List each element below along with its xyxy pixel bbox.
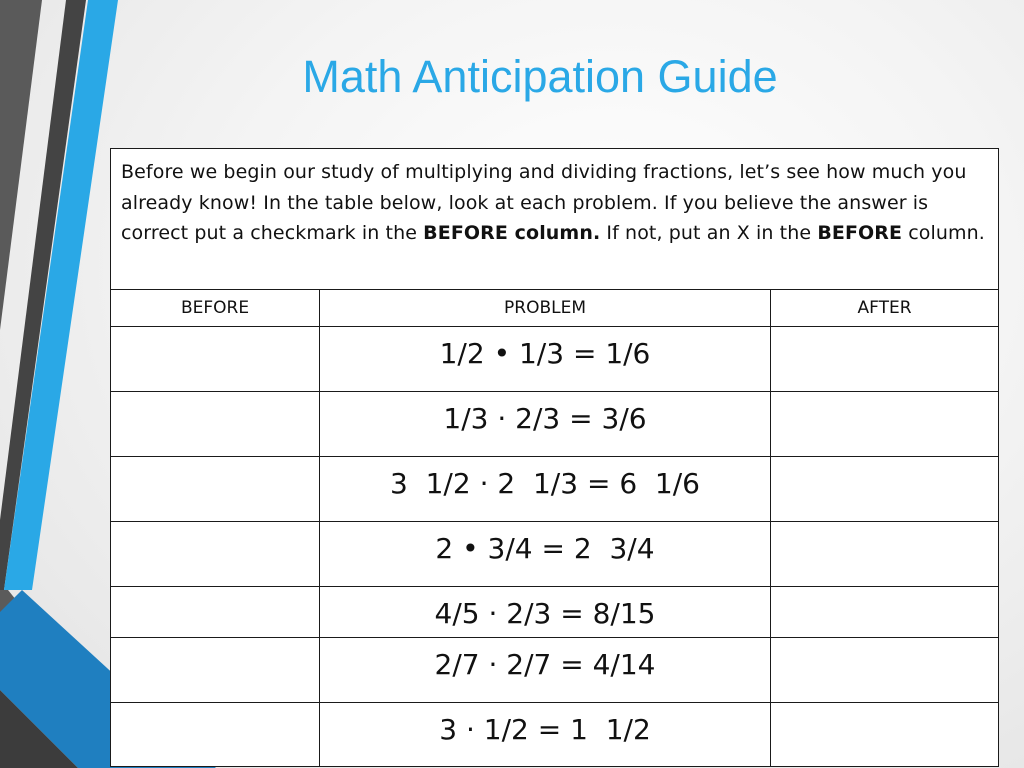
- intro-text: [111, 149, 999, 290]
- after-cell[interactable]: [771, 392, 999, 457]
- before-header: BEFORE: [111, 290, 320, 327]
- after-cell[interactable]: [771, 327, 999, 392]
- table-row: [111, 638, 999, 703]
- before-cell[interactable]: [111, 457, 320, 522]
- before-cell[interactable]: [111, 587, 320, 638]
- intro-bold-1: BEFORE column.: [423, 222, 601, 244]
- intro-text-3: column.: [902, 222, 985, 244]
- problem-cell: 2 • 3/4 = 2 3/4: [320, 522, 771, 587]
- table-row: [111, 587, 999, 638]
- before-cell[interactable]: [111, 327, 320, 392]
- before-cell[interactable]: [111, 522, 320, 587]
- after-header: AFTER: [771, 290, 999, 327]
- page-title: Math Anticipation Guide: [302, 51, 778, 102]
- table-row: [111, 327, 999, 392]
- problem-header: PROBLEM: [320, 290, 771, 327]
- table-row: [111, 392, 999, 457]
- table-row: [111, 522, 999, 587]
- intro-bold-2: BEFORE: [817, 222, 903, 244]
- problem-cell: 1/3 · 2/3 = 3/6: [320, 392, 771, 457]
- before-cell[interactable]: [111, 638, 320, 703]
- after-cell[interactable]: [771, 703, 999, 767]
- table-row: [111, 457, 999, 522]
- after-cell[interactable]: [771, 638, 999, 703]
- after-cell[interactable]: [771, 522, 999, 587]
- problem-cell: 3 · 1/2 = 1 1/2: [320, 703, 771, 767]
- table-row: [111, 703, 999, 767]
- intro-text-2: If not, put an X in the: [600, 222, 818, 244]
- before-cell[interactable]: [111, 392, 320, 457]
- after-cell[interactable]: [771, 457, 999, 522]
- intro-text-1: Before we begin our study of multiplying and dividing fractions, let’s see how much you already know! In the table below, look at each problem. If you believe the answer is correct put a checkmark in the: [121, 161, 967, 244]
- intro-row: [111, 149, 999, 290]
- after-cell[interactable]: [771, 587, 999, 638]
- header-row: [111, 290, 999, 327]
- problem-cell: 2/7 · 2/7 = 4/14: [320, 638, 771, 703]
- problem-cell: 3 1/2 · 2 1/3 = 6 1/6: [320, 457, 771, 522]
- anticipation-table: [110, 148, 999, 767]
- problem-cell: 4/5 · 2/3 = 8/15: [320, 587, 771, 638]
- before-cell[interactable]: [111, 703, 320, 767]
- problem-cell: 1/2 • 1/3 = 1/6: [320, 327, 771, 392]
